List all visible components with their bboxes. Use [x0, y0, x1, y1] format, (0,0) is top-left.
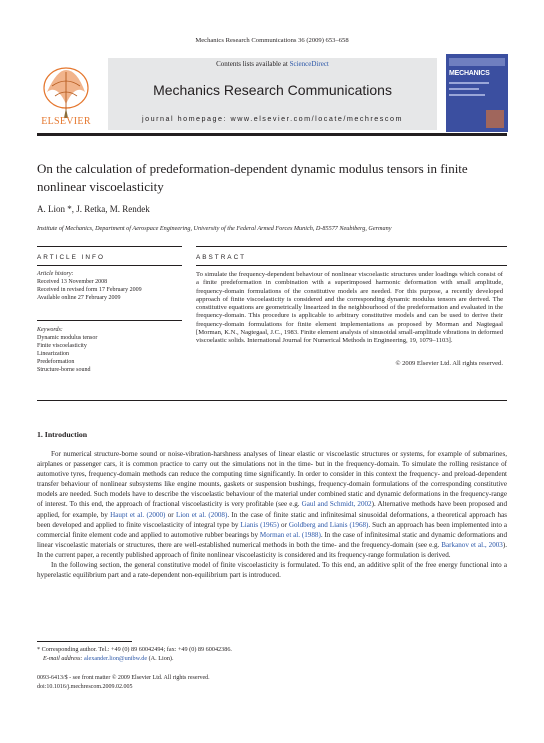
citation-link[interactable]: Goldberg and Lianis (1968) [288, 520, 369, 529]
article-info-heading: ARTICLE INFO [37, 254, 105, 261]
citation-link[interactable]: Haupt et al. (2000) [110, 510, 166, 519]
keyword-item: Structure-borne sound [37, 367, 91, 373]
history-revised: Received in revised form 17 February 2009 [37, 287, 142, 293]
abstract-text: To simulate the frequency-dependent behaviour of nonlinear viscoelastic structures under loadings which consist of a finite predeformation in combination with a superimposed harmonic deformation with small amplitude, frequency-domain formulations of the constitutive models are needed. For this purpose, a recently developed approach of finite viscoelasticity is considered and the corresponding dynamic modulus tensors are derived. The constitutive equations are geometrically linearized in the neighbourhood of the predeformation and evaluated in the frequency-domain. This procedure is applicable to arbitrary constitutive models and can be used to derive their frequency-domain formulations for finite element implementations as proposed by Morman and Nagtegaal [Morman, K.N., Nagtegaal, J.C., 1983. Finite element analysis of sinusoidal small-amplitude vibrations in deformed viscoelastic solids. International Journal for Numerical Methods in Engineering, 19, 1079–1103]. [196, 271, 503, 345]
article-info-divider [37, 265, 182, 266]
header-rule [37, 133, 507, 136]
introduction-paragraph-2: In the following section, the general constitutive model of finite viscoelasticity is formulated. To this end, an additive split of the free energy functional into a hyperelastic equilibrium part and a rate-dependent non-equilibrium part is introduced. [37, 561, 507, 580]
author-affiliation: Institute of Mechanics, Department of Aerospace Engineering, University of the Federal Armed Forces Munich, D-85577 Neubiberg, Germany [37, 225, 392, 232]
keywords-label: Keywords: [37, 327, 63, 333]
citation-link[interactable]: Lianis (1965) [240, 520, 280, 529]
keyword-item: Linearization [37, 351, 69, 357]
keywords [37, 326, 182, 374]
sciencedirect-link[interactable]: ScienceDirect [289, 60, 329, 68]
article-title: On the calculation of predeformation-dependent dynamic modulus tensors in finite nonlinear viscoelasticity [37, 161, 468, 194]
abstract-top-rule [196, 246, 507, 247]
issn-line: 0093-6413/$ - see front matter © 2009 Elsevier Ltd. All rights reserved. [37, 675, 210, 681]
email-link[interactable]: alexander.lion@unibw.de [84, 654, 148, 662]
doi-line: doi:10.1016/j.mechrescom.2009.02.005 [37, 683, 133, 690]
publisher-name: ELSEVIER [41, 116, 91, 127]
journal-homepage: journal homepage: www.elsevier.com/locate/mechrescom [142, 114, 403, 123]
article-history [37, 270, 182, 302]
keyword-item: Finite viscoelasticity [37, 343, 87, 349]
footnote-rule [37, 641, 132, 642]
running-head: Mechanics Research Communications 36 (2009) 653–658 [195, 37, 349, 44]
homepage-link[interactable]: www.elsevier.com/locate/mechrescom [230, 114, 403, 123]
article-authors: A. Lion *, J. Retka, M. Rendek [37, 204, 150, 214]
citation-link[interactable]: Gaul and Schmidt, 2002 [301, 500, 372, 509]
cover-title: MECHANICS [449, 70, 490, 77]
abstract-heading: ABSTRACT [196, 254, 247, 261]
footnote [37, 646, 507, 663]
keyword-item: Dynamic modulus tensor [37, 335, 98, 341]
journal-name: Mechanics Research Communications [153, 82, 392, 98]
citation-link[interactable]: Lion et al. (2008) [176, 510, 228, 519]
front-matter-note [37, 674, 210, 691]
keywords-divider [37, 320, 182, 321]
keyword-item: Predeformation [37, 359, 75, 365]
article-info-top-rule [37, 246, 182, 247]
section-heading-introduction: 1. Introduction [37, 430, 88, 439]
corresponding-author-note: * Corresponding author. Tel.: +49 (0) 89 60042494; fax: +49 (0) 89 60042386. [37, 646, 232, 653]
journal-cover-thumbnail [446, 54, 508, 132]
history-received: Received 13 November 2008 [37, 279, 108, 285]
contents-line: Contents lists available at ScienceDirect [216, 60, 329, 68]
introduction-paragraph-1: For numerical structure-borne sound or noise-vibration-harshness analyses of linear elastic or viscoelastic structures or systems, for example of submarines, airplanes or passenger cars, it is common practice to carry out the simulations not in the time- but in the frequency-domain. To simulate the rolling resistance of automotive tyres, frequency-domain methods can reduce the computing time significantly. In order to consider in this context the frequency- and preload-dependent transfer behaviour of nonlinear subsystems like engine mounts, gaskets or suspension bushings, frequency-domain formulations of the corresponding constitutive models are needed. Such models have to describe the viscoelastic behaviour of the material under combined static and dynamic deformations in the frequency-range of interest. To this end, the approach of fractional viscoelasticity is very profitable (see e.g. Gaul and Schmidt, 2002). Alternative methods have been proposed and applied, for example, by Haupt et al. (2000) or Lion et al. (2008). In the case of finite static and infinitesimal sinusoidal deformations, a theoretical approach has been developed and applied to finite viscoelasticity of integral type by Lianis (1965) or Goldberg and Lianis (1968). Such an approach has been implemented into a commercial finite element code and applied to automotive rubber bearings by Morman et al. (1988). In the case of infinitesimal static and dynamic deformations and linear viscoelastic materials or structures, there are well-established numerical methods in both the time- and the frequency-domain (see e.g. Barkanov et al., 2003). In the current paper, a recently published approach of finite nonlinear viscoelasticity is considered and its frequency-range formulation is derived. [37, 450, 507, 559]
history-label: Article history: [37, 271, 74, 277]
citation-link[interactable]: Barkanov et al., 2003 [441, 540, 503, 549]
history-online: Available online 27 February 2009 [37, 295, 121, 301]
abstract-bottom-rule [37, 400, 507, 401]
introduction-body [37, 449, 507, 580]
abstract-copyright: © 2009 Elsevier Ltd. All rights reserved. [395, 360, 503, 367]
abstract-divider [196, 265, 507, 266]
citation-link[interactable]: Morman et al. (1988) [259, 530, 321, 539]
email-line: E-mail address: alexander.lion@unibw.de (A. Lion). [43, 654, 174, 662]
